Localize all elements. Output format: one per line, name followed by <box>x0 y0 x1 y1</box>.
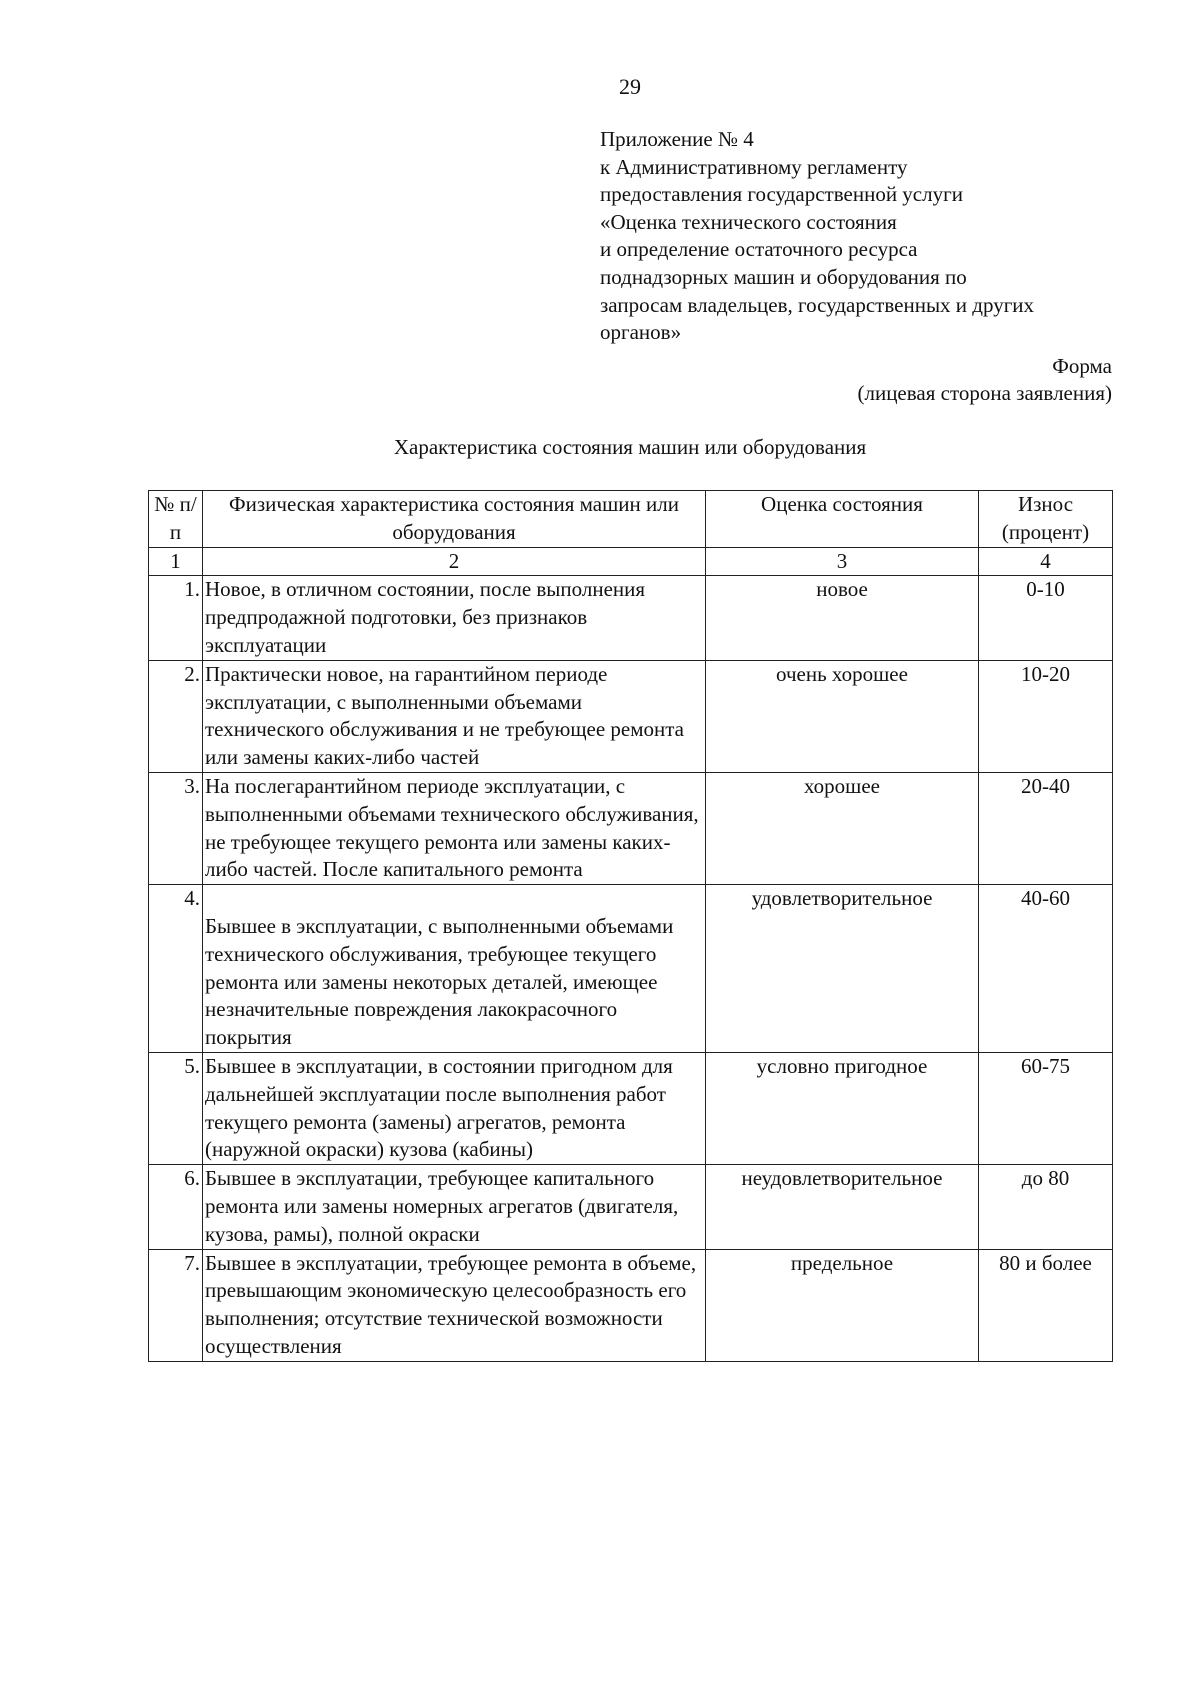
condition-table <box>148 490 1113 1362</box>
header-desc: Физическая характеристика состояния машин или оборудования <box>203 491 706 548</box>
row-grade: хорошее <box>706 772 979 884</box>
form-label: Форма <box>1052 354 1112 378</box>
row-number: 7. <box>149 1249 203 1361</box>
table-row <box>149 772 1113 884</box>
row-wear: 80 и более <box>979 1249 1113 1361</box>
row-grade: очень хорошее <box>706 660 979 772</box>
header-wear: Износ (процент) <box>979 491 1113 548</box>
row-grade: удовлетворительное <box>706 885 979 1053</box>
row-number: 5. <box>149 1052 203 1164</box>
row-description: Бывшее в эксплуатации, требующее ремонта в объеме, превышающим экономическую целесообразность его выполнения; отсутствие технической возможности осуществления <box>203 1249 706 1361</box>
row-number: 2. <box>149 660 203 772</box>
table-row <box>149 1052 1113 1164</box>
appendix-line: запросам владельцев, государственных и других <box>600 292 1035 317</box>
table-row <box>149 1249 1113 1361</box>
table-row <box>149 660 1113 772</box>
column-number: 2 <box>203 547 706 576</box>
blank-line <box>205 885 703 913</box>
column-number: 1 <box>149 547 203 576</box>
appendix-line: предоставления государственной услуги <box>600 182 963 207</box>
table-title: Характеристика состояния машин или оборудования <box>393 435 867 459</box>
row-wear: 0-10 <box>979 576 1113 660</box>
row-description-cell <box>203 885 706 1053</box>
row-grade: новое <box>706 576 979 660</box>
side-label: (лицевая сторона заявления) <box>857 381 1112 405</box>
row-description: На послегарантийном периоде эксплуатации, с выполненными объемами технического обслуживания, не требующее текущего ремонта или замены каких-либо частей. После капитального ремонта <box>203 772 706 884</box>
appendix-line: органов» <box>600 320 682 345</box>
row-description: Бывшее в эксплуатации, в состоянии пригодном для дальнейшей эксплуатации после выполнения работ текущего ремонта (замены) агрегатов, ремонта (наружной окраски) кузова (кабины) <box>203 1052 706 1164</box>
row-number: 3. <box>149 772 203 884</box>
table-row <box>149 885 1113 1053</box>
row-description: Бывшее в эксплуатации, с выполненными объемами технического обслуживания, требующее текущего ремонта или замены некоторых деталей, имеющее незначительные повреждения лакокрасочного покрытия <box>205 913 674 1050</box>
row-grade: предельное <box>706 1249 979 1361</box>
column-number: 4 <box>979 547 1113 576</box>
row-wear: до 80 <box>979 1165 1113 1249</box>
header-grade: Оценка состояния <box>706 491 979 548</box>
row-description: Новое, в отличном состоянии, после выполнения предпродажной подготовки, без признаков эксплуатации <box>203 576 706 660</box>
row-wear: 60-75 <box>979 1052 1113 1164</box>
appendix-line: к Административному регламенту <box>600 154 908 179</box>
page-number: 29 <box>619 74 641 99</box>
row-wear: 20-40 <box>979 772 1113 884</box>
row-number: 6. <box>149 1165 203 1249</box>
table-row <box>149 1165 1113 1249</box>
appendix-line: и определение остаточного ресурса <box>600 237 918 262</box>
column-number: 3 <box>706 547 979 576</box>
row-description: Бывшее в эксплуатации, требующее капитального ремонта или замены номерных агрегатов (двигателя, кузова, рамы), полной окраски <box>203 1165 706 1249</box>
row-wear: 10-20 <box>979 660 1113 772</box>
row-wear: 40-60 <box>979 885 1113 1053</box>
appendix-line: поднадзорных машин и оборудования по <box>600 264 967 289</box>
row-number: 4. <box>149 885 203 1053</box>
row-description: Практически новое, на гарантийном периоде эксплуатации, с выполненными объемами технического обслуживания и не требующее ремонта или замены каких-либо частей <box>203 660 706 772</box>
row-grade: условно пригодное <box>706 1052 979 1164</box>
table-row <box>149 576 1113 660</box>
appendix-line: «Оценка технического состояния <box>600 209 897 234</box>
row-number: 1. <box>149 576 203 660</box>
appendix-line: Приложение № 4 <box>600 127 754 151</box>
header-num: № п/п <box>149 491 203 548</box>
table-header-row <box>149 491 1113 548</box>
appendix-header <box>600 126 1120 347</box>
row-grade: неудовлетворительное <box>706 1165 979 1249</box>
table-column-number-row <box>149 547 1113 576</box>
